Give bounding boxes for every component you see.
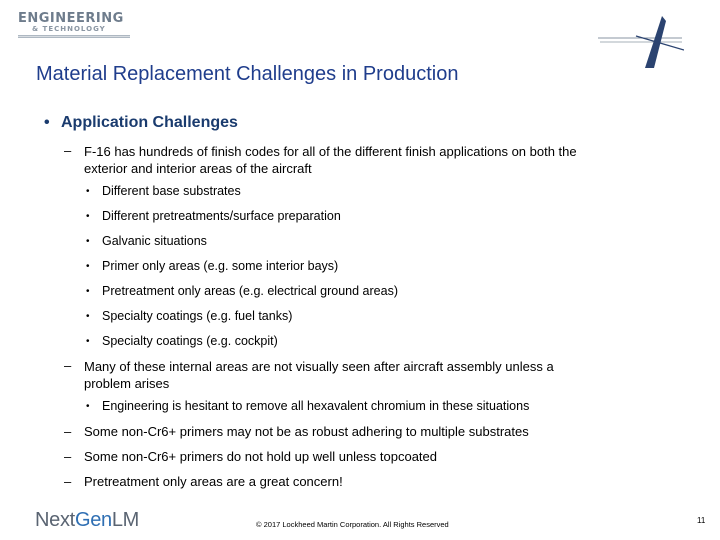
sub-bullet-base-substrates <box>86 184 241 198</box>
dash-marker: – <box>64 449 72 464</box>
page-number: 11 <box>697 516 706 525</box>
bullet-text-line1: F-16 has hundreds of finish codes for all of the different finish applications on both the <box>84 144 577 159</box>
sub-bullet-hexavalent-chromium <box>86 399 529 413</box>
bullet-text: Different pretreatments/surface preparation <box>102 209 341 223</box>
logo-line2: & TECHNOLOGY <box>32 25 106 33</box>
slide-title: Material Replacement Challenges in Production <box>36 63 459 85</box>
bullet-marker: • <box>44 114 50 131</box>
bullet-text: Engineering is hesitant to remove all hexavalent chromium in these situations <box>102 399 530 413</box>
bullet-marker: • <box>86 186 90 197</box>
bullet-marker: • <box>86 401 90 412</box>
bullet-text: Specialty coatings (e.g. cockpit) <box>102 334 278 348</box>
bullet-marker: • <box>86 336 90 347</box>
bullet-text: Galvanic situations <box>102 234 207 248</box>
dash-marker: – <box>64 424 72 439</box>
bullet-topcoated <box>64 449 437 464</box>
bullet-marker: • <box>86 236 90 247</box>
bullet-great-concern <box>64 474 343 489</box>
sub-bullet-galvanic <box>86 234 207 248</box>
bullet-application-challenges <box>44 114 238 132</box>
bullet-text-line2: problem arises <box>84 376 170 391</box>
bullet-text-line2: exterior and interior areas of the aircraft <box>84 161 312 176</box>
bullet-text: Pretreatment only areas (e.g. electrical ground areas) <box>102 284 398 298</box>
bullet-text: Primer only areas (e.g. some interior bays) <box>102 259 339 273</box>
logo-lm: LM <box>111 509 140 531</box>
bullet-text: Specialty coatings (e.g. fuel tanks) <box>102 309 293 323</box>
bullet-text: Application Challenges <box>61 114 238 131</box>
bullet-finish-codes <box>64 143 577 177</box>
logo-gen: Gen <box>74 509 112 531</box>
sub-bullet-pretreatments <box>86 209 341 223</box>
bullet-robust-adhering <box>64 424 529 439</box>
nextgenlm-logo <box>35 509 139 532</box>
dash-marker: – <box>64 358 72 373</box>
bullet-internal-areas <box>64 358 554 392</box>
bullet-text-line1: Many of these internal areas are not visually seen after aircraft assembly unless a <box>84 359 554 374</box>
sub-bullet-cockpit <box>86 334 278 348</box>
sub-bullet-primer-only <box>86 259 338 273</box>
copyright-notice: © 2017 Lockheed Martin Corporation. All Rights Reserved <box>256 520 449 529</box>
bullet-text: Some non-Cr6+ primers may not be as robust adhering to multiple substrates <box>84 424 529 439</box>
bullet-marker: • <box>86 286 90 297</box>
dash-marker: – <box>64 474 72 489</box>
bullet-text: Pretreatment only areas are a great concern! <box>84 474 343 489</box>
dash-marker: – <box>64 143 72 158</box>
bullet-text: Different base substrates <box>102 184 241 198</box>
sub-bullet-fuel-tanks <box>86 309 292 323</box>
bullet-marker: • <box>86 211 90 222</box>
sub-bullet-pretreatment-only <box>86 284 398 298</box>
bullet-text: Some non-Cr6+ primers do not hold up well unless topcoated <box>84 449 438 464</box>
logo-next: Next <box>35 509 75 531</box>
bullet-marker: • <box>86 311 90 322</box>
bullet-marker: • <box>86 261 90 272</box>
logo-line1: ENGINEERING <box>18 11 124 26</box>
